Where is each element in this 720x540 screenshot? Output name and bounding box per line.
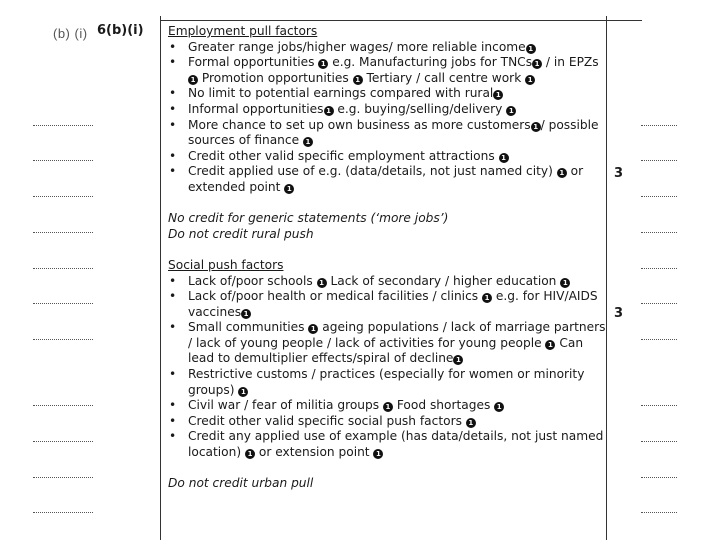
table-top-border [160,20,642,21]
social-factor-item-text: Food shortages [392,398,495,413]
mark-scheme-content [168,24,606,492]
mark-point-icon: 1 [245,449,255,459]
employment-factor-item [168,40,606,56]
employment-factor-item-text: / possible sources of finance [188,117,599,148]
answer-line [641,339,677,340]
social-factor-item-text: Can lead to demultiplier effects/spiral of decline [188,335,584,366]
part-label: (b) (i) [53,26,88,41]
answer-line [33,477,93,478]
mark-point-icon: 1 [317,278,327,288]
mark-point-icon: 1 [545,340,555,350]
answer-line [33,339,93,340]
question-number: 6(b)(i) [97,23,144,38]
mark-point-icon: 1 [308,324,318,334]
employment-note-generic: No credit for generic statements (‘more jobs’) [168,211,449,226]
answer-line [33,125,93,126]
employment-factor-item-text: Tertiary / call centre work [362,70,526,85]
mark-point-icon: 1 [466,418,476,428]
employment-factor-item [168,55,606,86]
column-divider-left [160,16,161,540]
social-factor-item-text: Civil war / fear of militia groups [188,398,383,413]
mark-point-icon: 1 [318,59,328,69]
employment-factor-item [168,149,606,165]
social-factor-item [168,320,606,367]
mark-point-icon: 1 [560,278,570,288]
social-factor-item-text: Small communities [188,320,309,335]
mark-point-icon: 1 [557,168,567,178]
social-factor-item [168,429,606,460]
mark-point-icon: 1 [494,402,504,412]
answer-line [641,125,677,126]
employment-note-rural: Do not credit rural push [168,226,314,241]
social-factor-list [168,274,606,461]
answer-line [641,303,677,304]
mark-point-icon: 1 [493,90,503,100]
employment-factor-item [168,118,606,149]
answer-line [641,196,677,197]
social-factor-item-text: e.g. for HIV/AIDS vaccines [188,289,598,319]
employment-score: 3 [614,166,624,181]
mark-point-icon: 1 [531,122,541,132]
mark-point-icon: 1 [241,309,251,319]
answer-line [33,405,93,406]
mark-point-icon: 1 [238,387,248,397]
answer-line [33,160,93,161]
employment-factor-item-text: Credit other valid specific employment attractions [188,148,499,163]
social-factor-item [168,274,606,290]
answer-line [641,268,677,269]
mark-point-icon: 1 [324,106,334,116]
employment-factor-item-text: More chance to set up own business as more customers [188,117,531,132]
mark-point-icon: 1 [482,293,492,303]
answer-line [641,441,677,442]
social-section-title: Social push factors [168,257,284,272]
employment-factor-item-text: Formal opportunities [188,55,319,70]
mark-point-icon: 1 [383,402,393,412]
social-factor-item-text: Restrictive customs / practices (especially for women or minority groups) [188,367,585,397]
answer-line [33,441,93,442]
mark-point-icon: 1 [284,184,294,194]
column-divider-right [606,16,607,540]
social-factor-item-text: Credit other valid specific social push factors [188,413,466,428]
mark-point-icon: 1 [353,75,363,85]
employment-factor-item-text: Informal opportunities [188,101,324,116]
social-factor-item [168,414,606,430]
answer-line [33,232,93,233]
employment-factor-item [168,86,606,102]
employment-factor-item-text: Greater range jobs/higher wages/ more reliable income [188,39,526,54]
social-factor-item [168,289,606,320]
social-factor-item-text: Credit any applied use of example (has data/details, not just named location) [188,429,604,460]
answer-line [33,196,93,197]
employment-section-title: Employment pull factors [168,24,318,38]
answer-line [641,405,677,406]
employment-factor-item [168,164,606,195]
social-note-urban: Do not credit urban pull [168,476,314,491]
mark-point-icon: 1 [499,153,509,163]
social-factor-item-text: ageing populations / lack of marriage partners / lack of young people / lack of activities for young people [188,320,606,350]
mark-point-icon: 1 [303,137,313,147]
employment-factor-item-text: e.g. buying/selling/delivery [333,101,507,116]
mark-point-icon: 1 [453,355,463,365]
mark-point-icon: 1 [188,75,198,85]
mark-point-icon: 1 [373,449,383,459]
social-factor-item-text: Lack of secondary / higher education [326,273,561,288]
employment-factor-item-text: Promotion opportunities [198,70,353,85]
social-factor-item-text: Lack of/poor health or medical facilities / clinics [188,289,482,304]
social-factor-item-text: or extension point [255,445,374,460]
answer-line [33,303,93,304]
employment-factor-item-text: No limit to potential earnings compared with rural [188,86,494,101]
mark-point-icon: 1 [526,44,536,54]
answer-line [641,160,677,161]
answer-line [641,232,677,233]
mark-point-icon: 1 [506,106,516,116]
social-factor-item [168,367,606,398]
employment-factor-item-text: or extended point [188,164,584,194]
answer-line [641,477,677,478]
social-factor-item-text: Lack of/poor schools [188,273,317,288]
answer-line [33,512,93,513]
answer-line [641,512,677,513]
answer-line [33,268,93,269]
employment-factor-item [168,102,606,118]
employment-factor-item-text: / in EPZs [542,55,599,70]
mark-point-icon: 1 [525,75,535,85]
employment-factor-list [168,40,606,196]
employment-factor-item-text: e.g. Manufacturing jobs for TNCs [328,55,533,70]
social-factor-item [168,398,606,414]
mark-point-icon: 1 [532,59,542,69]
social-score: 3 [614,306,624,321]
employment-factor-item-text: Credit applied use of e.g. (data/details, not just named city) [188,164,557,179]
